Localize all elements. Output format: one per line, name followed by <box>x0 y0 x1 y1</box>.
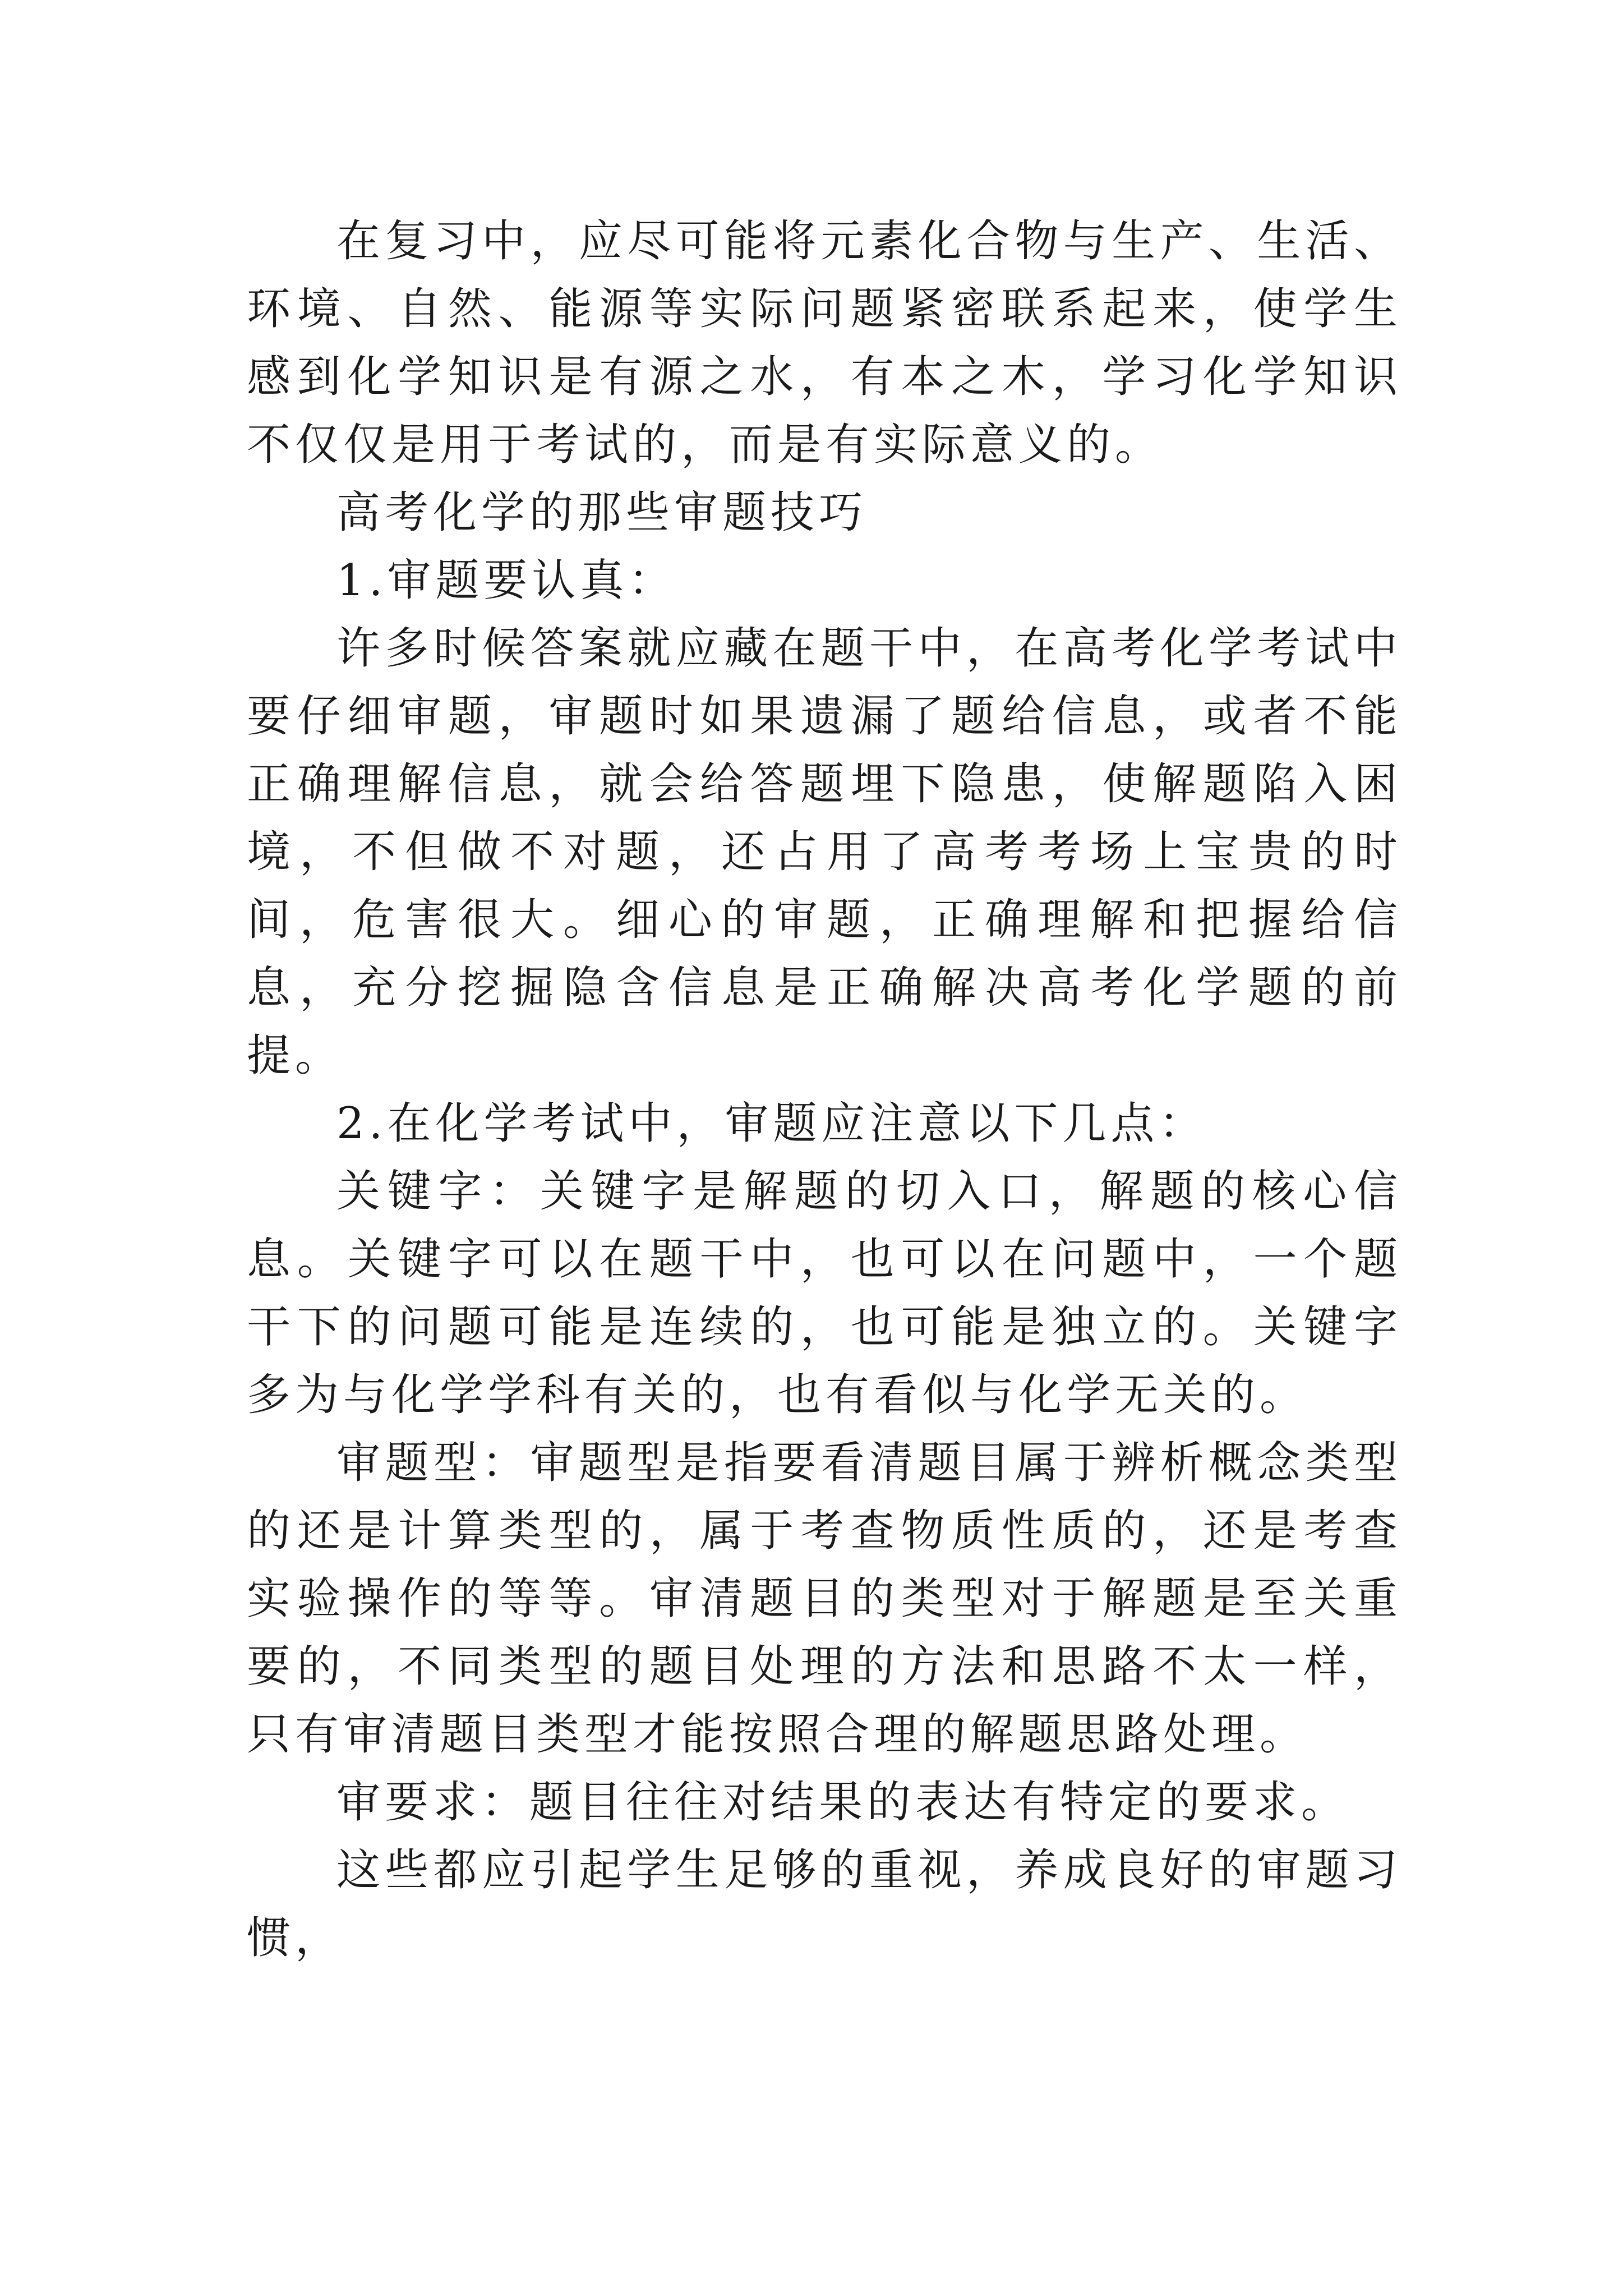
document-body <box>247 208 1402 1972</box>
paragraph-requirements: 审要求：题目往往对结果的表达有特定的要求。 <box>336 1777 1350 1828</box>
paragraph-review-context: 在复习中，应尽可能将元素化合物与生产、生活、环境、自然、能源等实际问题紧密联系起来，使学生感到化学知识是有源之水，有本之木，学习化学知识不仅仅是用于考试的，而是有实际意义的。 <box>247 216 1402 470</box>
list-item-heading-2: 2.在化学考试中，审题应注意以下几点： <box>336 1098 1207 1149</box>
section-heading: 高考化学的那些审题技巧 <box>336 487 868 538</box>
list-item-heading-1: 1.审题要认真： <box>336 555 677 606</box>
paragraph-habits: 这些都应引起学生足够的重视，养成良好的审题习惯， <box>247 1845 1402 1963</box>
paragraph-question-type: 审题型：审题型是指要看清题目属于辨析概念类型的还是计算类型的，属于考查物质性质的，还是考查实验操作的等等。审清题目的类型对于解题是至关重要的，不同类型的题目处理的方法和思路不太一样，只有审清题目类型才能按照合理的解题思路处理。 <box>247 1438 1402 1760</box>
paragraph-keywords: 关键字：关键字是解题的切入口，解题的核心信息。关键字可以在题干中，也可以在问题中，一个题干下的问题可能是连续的，也可能是独立的。关键字多为与化学学科有关的，也有看似与化学无关的。 <box>247 1166 1402 1420</box>
paragraph-careful-reading: 许多时候答案就应藏在题干中，在高考化学考试中要仔细审题，审题时如果遗漏了题给信息，或者不能正确理解信息，就会给答题埋下隐患，使解题陷入困境，不但做不对题，还占用了高考考场上宝贵的时间，危害很大。细心的审题，正确理解和把握给信息，充分挖掘隐含信息是正确解决高考化学题的前提。 <box>247 623 1402 1081</box>
